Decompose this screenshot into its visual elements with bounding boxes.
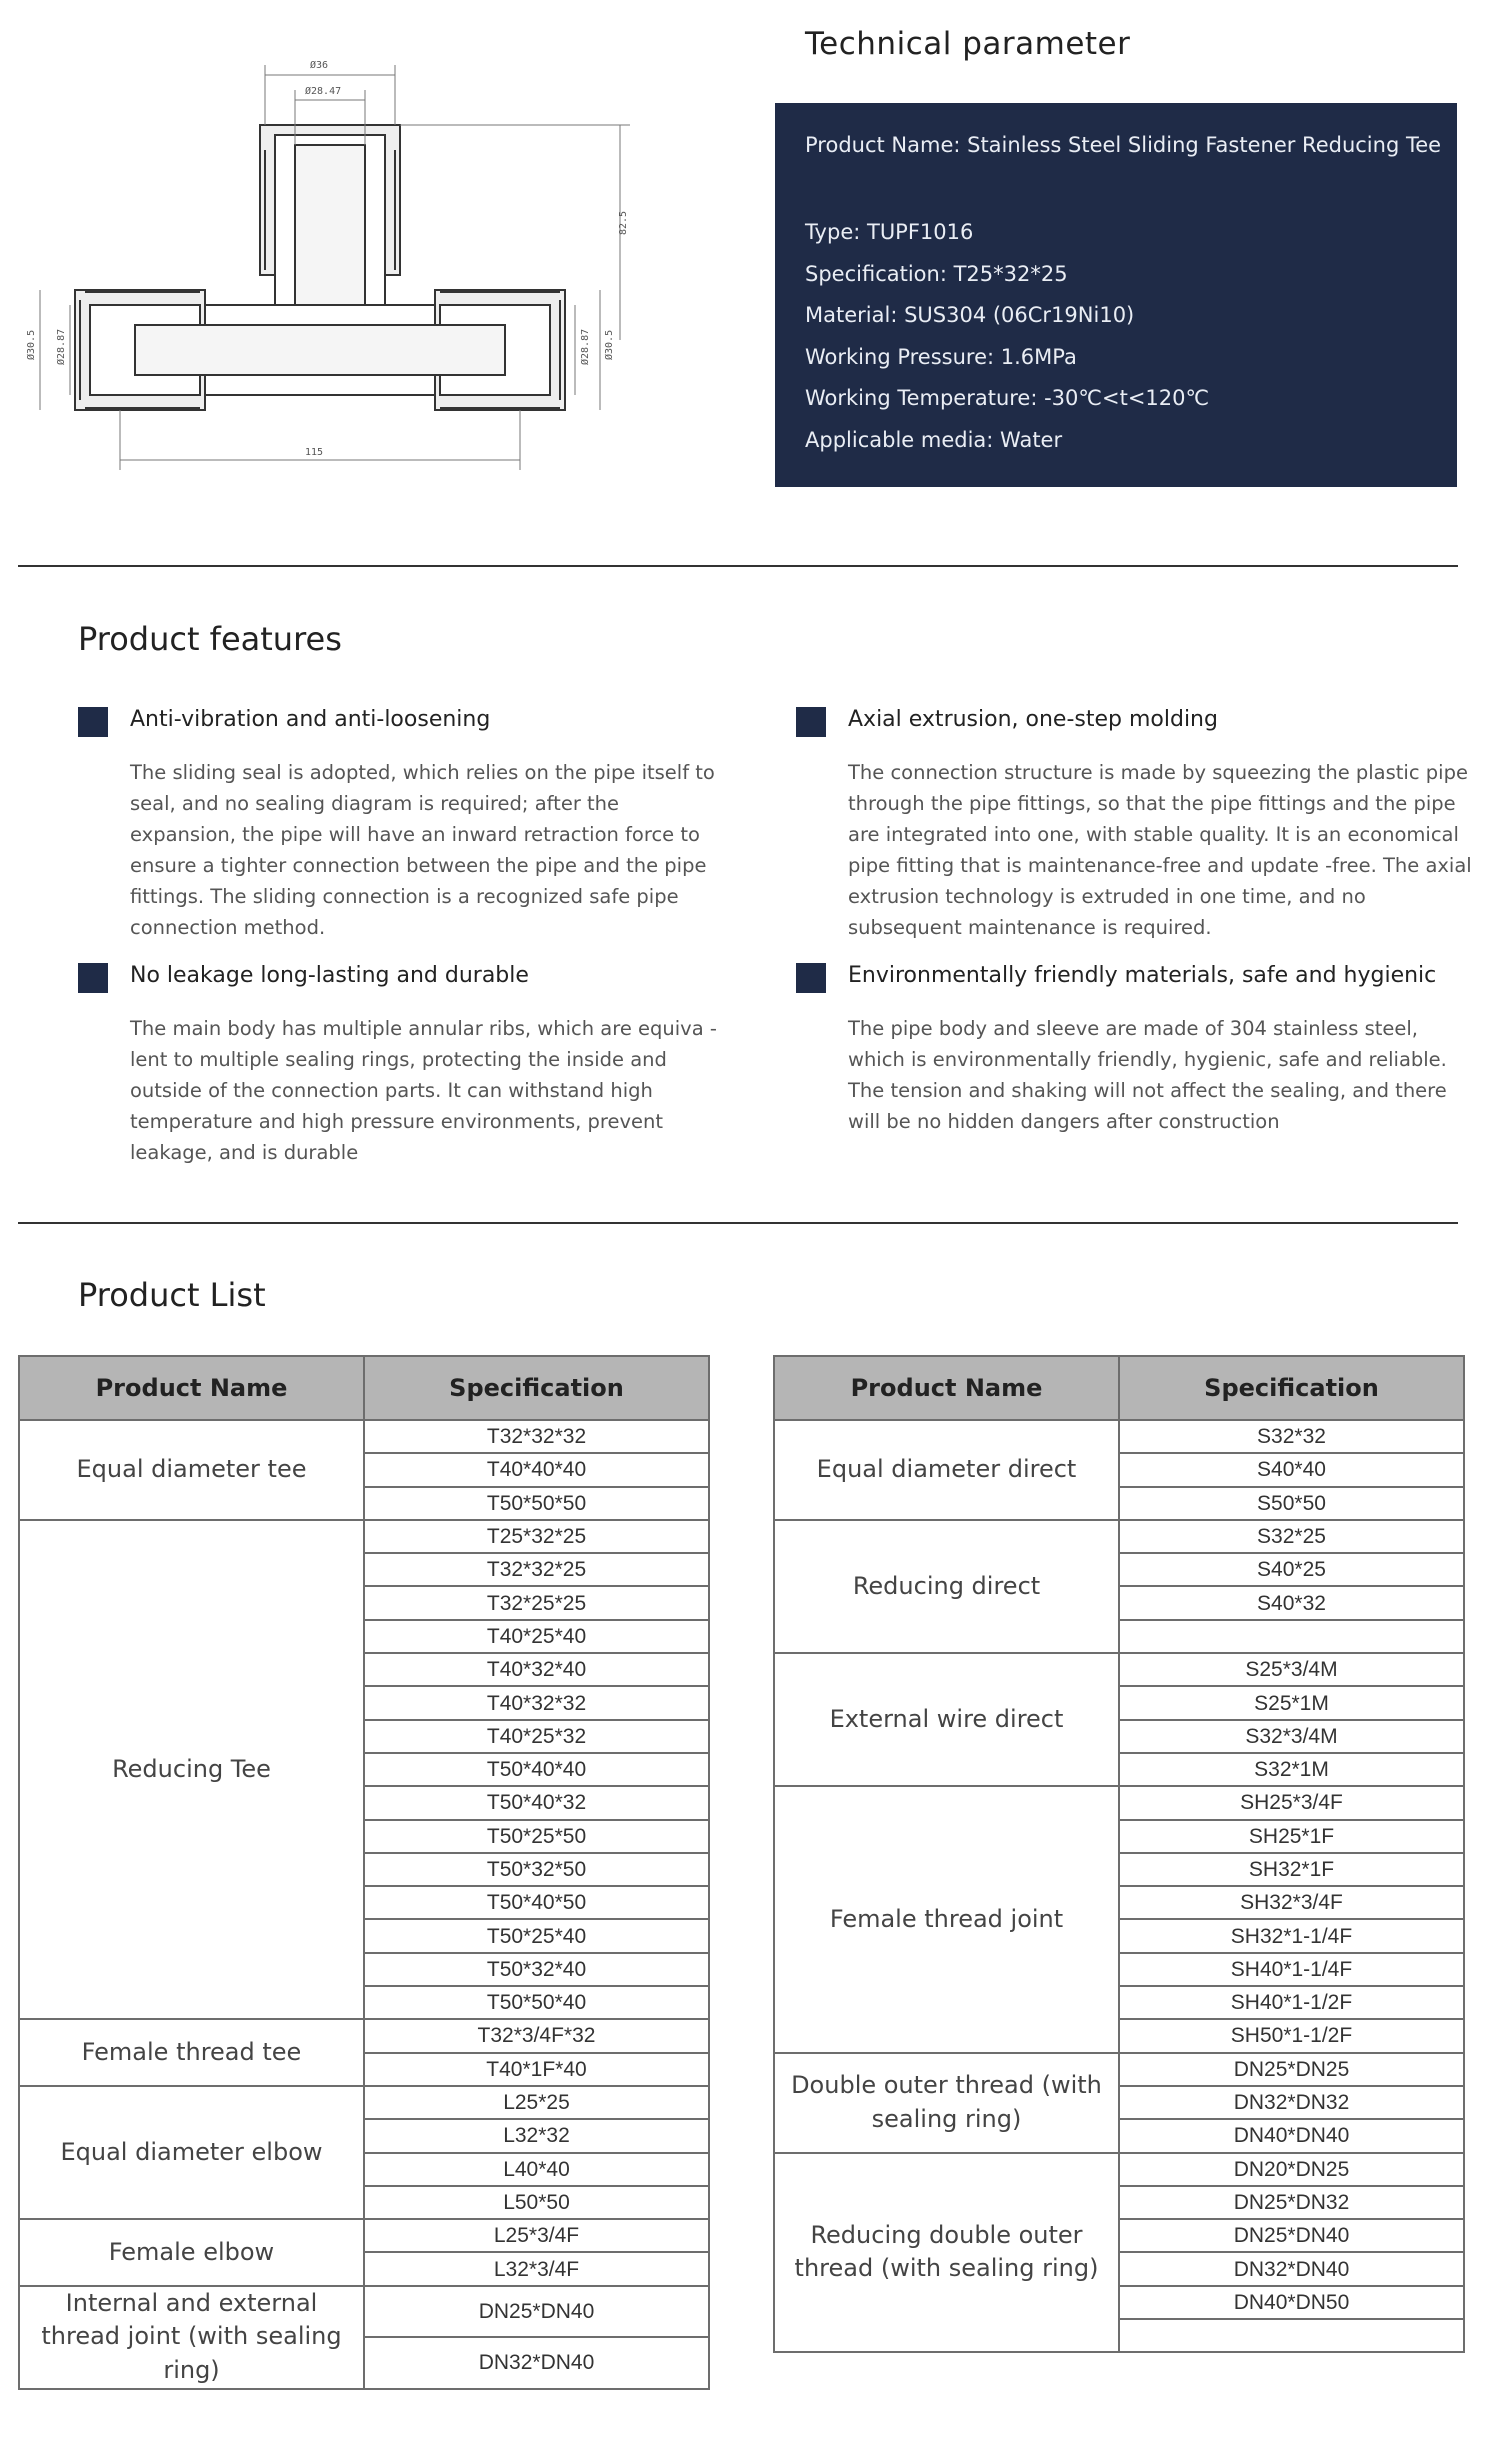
table-row [774,2153,1464,2186]
specification-cell: DN32*DN40 [364,2337,709,2388]
specification-cell: T32*25*25 [364,1586,709,1619]
specification-cell: DN32*DN40 [1119,2252,1464,2285]
product-name-cell: Female thread tee [19,2019,364,2086]
specification-cell: DN25*DN40 [364,2286,709,2337]
dim-label: Ø28.47 [305,86,342,97]
feature-title: No leakage long-lasting and durable [130,963,529,988]
feature-item [796,705,1472,945]
square-bullet-icon [796,963,826,993]
specification-cell: L32*3/4F [364,2252,709,2285]
specification-cell: T40*1F*40 [364,2053,709,2086]
specification-cell: S32*25 [1119,1520,1464,1553]
specification-cell: S40*25 [1119,1553,1464,1586]
specification-cell: SH32*1-1/4F [1119,1919,1464,1952]
specification-cell: T32*3/4F*32 [364,2019,709,2052]
product-name-cell: Female thread joint [774,1786,1119,2052]
table-row [774,1420,1464,1453]
feature-item [796,961,1447,1181]
specification-cell: L25*25 [364,2086,709,2119]
specification-cell: SH32*1F [1119,1853,1464,1886]
specification-cell: L40*40 [364,2153,709,2186]
param-working-temperature: Working Temperature: -30℃<t<120℃ [805,386,1210,410]
feature-description: The pipe body and sleeve are made of 304 stainless steel, which is environmentally friendly, hygienic, safe and reliable. The tension and shaking will not affect the sealing, and there will be no hidden dangers after construction [848,1017,1447,1133]
param-applicable-media: Applicable media: Water [805,427,1063,452]
column-header-specification: Specification [1119,1356,1464,1420]
specification-cell: T50*25*40 [364,1919,709,1952]
specification-cell: T40*32*40 [364,1653,709,1686]
divider [18,565,1458,567]
specification-cell: DN25*DN25 [1119,2053,1464,2086]
specification-cell: T50*50*40 [364,1986,709,2019]
product-list-table-left [18,1355,710,2390]
product-name-cell: External wire direct [774,1653,1119,1786]
column-header-product-name: Product Name [19,1356,364,1420]
specification-cell: DN40*DN50 [1119,2286,1464,2319]
feature-description: The connection structure is made by squeezing the plastic pipe through the pipe fittings, so that the pipe fittings and the pipe are integrated into one, with stable quality. It is an economical pipe fitting that is maintenance-free and update -free. The axial extrusion technology is extruded in one time, and no subsequent maintenance is required. [848,761,1472,939]
table-row [774,2053,1464,2086]
technical-parameter-box [775,103,1457,487]
feature-item [78,705,718,945]
specification-cell: L25*3/4F [364,2219,709,2252]
specification-cell: SH40*1-1/4F [1119,1953,1464,1986]
specification-cell: S50*50 [1119,1487,1464,1520]
specification-cell: S40*40 [1119,1453,1464,1486]
product-name-cell: Reducing direct [774,1520,1119,1653]
specification-cell: T32*32*25 [364,1553,709,1586]
table-row [19,1520,709,1553]
product-name-cell: Equal diameter direct [774,1420,1119,1520]
dim-label: Ø30.5 [26,329,37,360]
specification-cell: T40*32*32 [364,1686,709,1719]
specification-cell: DN32*DN32 [1119,2086,1464,2119]
technical-parameter-heading: Technical parameter [805,26,1131,62]
specification-cell: T50*32*50 [364,1853,709,1886]
table-row [774,1520,1464,1553]
product-name-cell: Reducing Tee [19,1520,364,2019]
specification-cell: S40*32 [1119,1586,1464,1619]
table-row [19,2086,709,2119]
specification-cell: SH40*1-1/2F [1119,1986,1464,2019]
dim-label: 82.5 [618,210,629,235]
product-name-cell: Internal and external thread joint (with sealing ring) [19,2286,364,2389]
product-name-cell: Equal diameter elbow [19,2086,364,2219]
feature-title: Anti-vibration and anti-loosening [130,707,491,732]
param-material: Material: SUS304 (06Cr19Ni10) [805,303,1135,327]
square-bullet-icon [796,707,826,737]
product-list-table-right [773,1355,1465,2353]
specification-cell: DN25*DN40 [1119,2219,1464,2252]
feature-description: The sliding seal is adopted, which relies on the pipe itself to seal, and no sealing diagram is required; after the expansion, the pipe will have an inward retraction force to ensure a tighter connection between the pipe and the pipe fittings. The sliding connection is a recognized safe pipe connection method. [130,761,715,939]
table-row [774,1786,1464,1819]
product-name-cell: Double outer thread (with sealing ring) [774,2053,1119,2153]
table-row [19,2219,709,2252]
param-specification: Specification: T25*32*25 [805,261,1068,286]
product-name-cell: Equal diameter tee [19,1420,364,1520]
specification-cell: T50*40*50 [364,1886,709,1919]
feature-description: The main body has multiple annular ribs, which are equiva -lent to multiple sealing rings, protecting the inside and outside of the connection parts. It can withstand high temperature and high pressure environments, prevent leakage, and is durable [130,1017,717,1164]
table-row [19,2286,709,2337]
specification-cell [1119,2319,1464,2352]
product-list-title: Product List [78,1276,266,1314]
param-working-pressure: Working Pressure: 1.6MPa [805,344,1077,369]
dim-label: Ø30.5 [604,329,615,360]
param-type: Type: TUPF1016 [805,220,974,244]
dim-label: Ø28.87 [56,328,67,365]
specification-cell: T50*40*40 [364,1753,709,1786]
specification-cell: S32*3/4M [1119,1720,1464,1753]
feature-title: Axial extrusion, one-step molding [848,707,1218,732]
table-row [774,1653,1464,1686]
specification-cell: DN40*DN40 [1119,2119,1464,2152]
column-header-specification: Specification [364,1356,709,1420]
product-name-cell: Female elbow [19,2219,364,2286]
specification-cell: T40*25*40 [364,1620,709,1653]
specification-cell: SH25*3/4F [1119,1786,1464,1819]
specification-cell: DN20*DN25 [1119,2153,1464,2186]
specification-cell: S25*1M [1119,1686,1464,1719]
tee-technical-drawing [20,20,680,490]
specification-cell: S32*32 [1119,1420,1464,1453]
square-bullet-icon [78,963,108,993]
specification-cell: DN25*DN32 [1119,2186,1464,2219]
specification-cell: T50*25*50 [364,1820,709,1853]
feature-item [78,961,718,1181]
specification-cell: T50*32*40 [364,1953,709,1986]
specification-cell: SH25*1F [1119,1820,1464,1853]
specification-cell [1119,1620,1464,1653]
specification-cell: T25*32*25 [364,1520,709,1553]
specification-cell: L50*50 [364,2186,709,2219]
specification-cell: S32*1M [1119,1753,1464,1786]
product-features-title: Product features [78,620,342,658]
table-row [19,1420,709,1453]
square-bullet-icon [78,707,108,737]
specification-cell: L32*32 [364,2119,709,2152]
dim-label: 115 [305,447,324,458]
dim-label: Ø28.87 [580,328,591,365]
dim-label: Ø36 [310,60,329,71]
table-row [19,2019,709,2052]
column-header-product-name: Product Name [774,1356,1119,1420]
divider [18,1222,1458,1224]
product-name-row: Product Name: Stainless Steel Sliding Fastener Reducing Tee [805,133,1442,157]
specification-cell: SH50*1-1/2F [1119,2019,1464,2052]
specification-cell: T40*25*32 [364,1720,709,1753]
specification-cell: T40*40*40 [364,1453,709,1486]
specification-cell: T50*50*50 [364,1487,709,1520]
specification-cell: S25*3/4M [1119,1653,1464,1686]
specification-cell: T50*40*32 [364,1786,709,1819]
specification-cell: T32*32*32 [364,1420,709,1453]
feature-title: Environmentally friendly materials, safe and hygienic [848,963,1437,988]
product-name-cell: Reducing double outer thread (with sealing ring) [774,2153,1119,2353]
specification-cell: SH32*3/4F [1119,1886,1464,1919]
